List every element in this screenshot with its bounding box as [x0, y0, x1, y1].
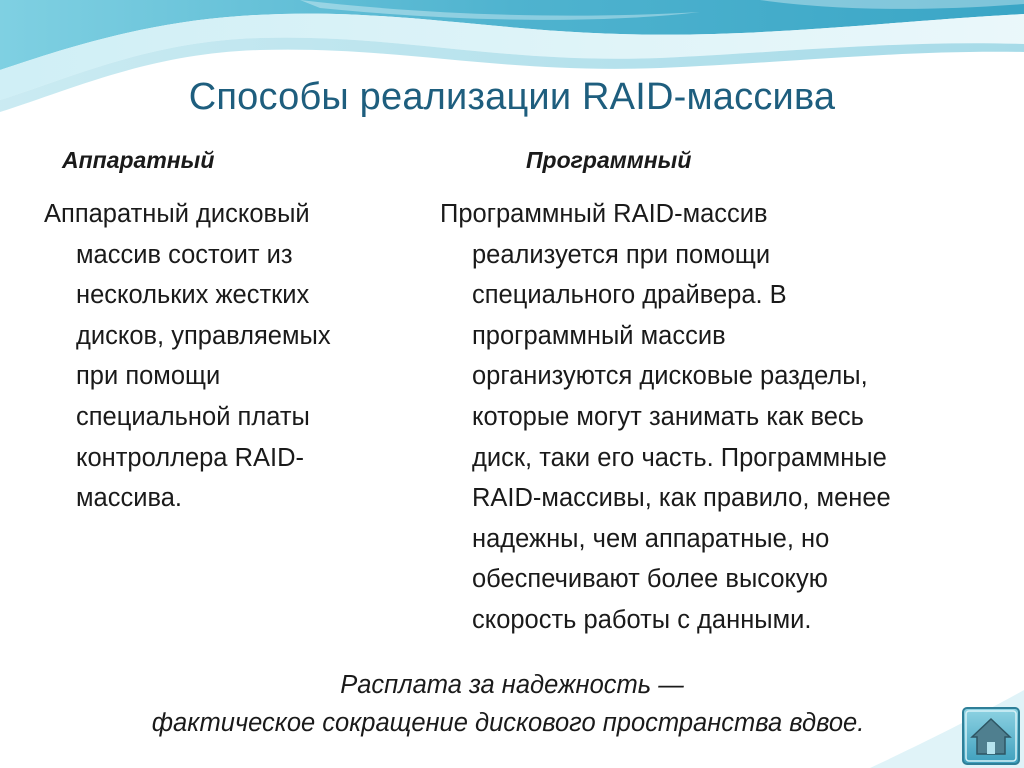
- text-line: скорость работы с данными.: [472, 605, 812, 634]
- text-line: диск, таки его часть. Программные: [472, 443, 887, 472]
- footer-line-2: фактическое сокращение дискового пространства вдвое.: [151, 709, 865, 737]
- text-line: надежны, чем аппаратные, но: [472, 524, 830, 553]
- heading-hardware: Аппаратный: [62, 147, 215, 173]
- home-icon: [962, 707, 1020, 765]
- text-line: специального драйвера. В: [472, 281, 787, 310]
- slide-title: Способы реализации RAID-массива: [188, 76, 836, 118]
- footer-note: [0, 666, 1024, 742]
- text-line: массив состоит из: [76, 240, 293, 269]
- text-line: которые могут занимать как весь: [472, 402, 864, 431]
- text-line: нескольких жестких: [76, 281, 310, 310]
- text-line: контроллера RAID-: [76, 443, 304, 472]
- text-line: дисков, управляемых: [76, 321, 331, 350]
- hardware-description: [44, 194, 424, 519]
- heading-software: Программный: [526, 147, 692, 173]
- software-description: [440, 194, 1010, 641]
- text-line: Программный RAID-массив: [440, 200, 768, 228]
- text-line: при помощи: [76, 362, 221, 391]
- text-line: специальной платы: [76, 402, 310, 431]
- text-line: RAID-массивы, как правило, менее: [472, 484, 891, 513]
- text-line: организуются дисковые разделы,: [472, 362, 868, 391]
- home-button[interactable]: [962, 707, 1020, 765]
- footer-line-1: Расплата за надежность —: [340, 671, 684, 699]
- text-line: массива.: [76, 484, 182, 513]
- text-line: обеспечивают более высокую: [472, 565, 828, 594]
- text-line: программный массив: [472, 321, 726, 350]
- text-line: реализуется при помощи: [472, 240, 771, 269]
- text-line: Аппаратный дисковый: [44, 200, 310, 228]
